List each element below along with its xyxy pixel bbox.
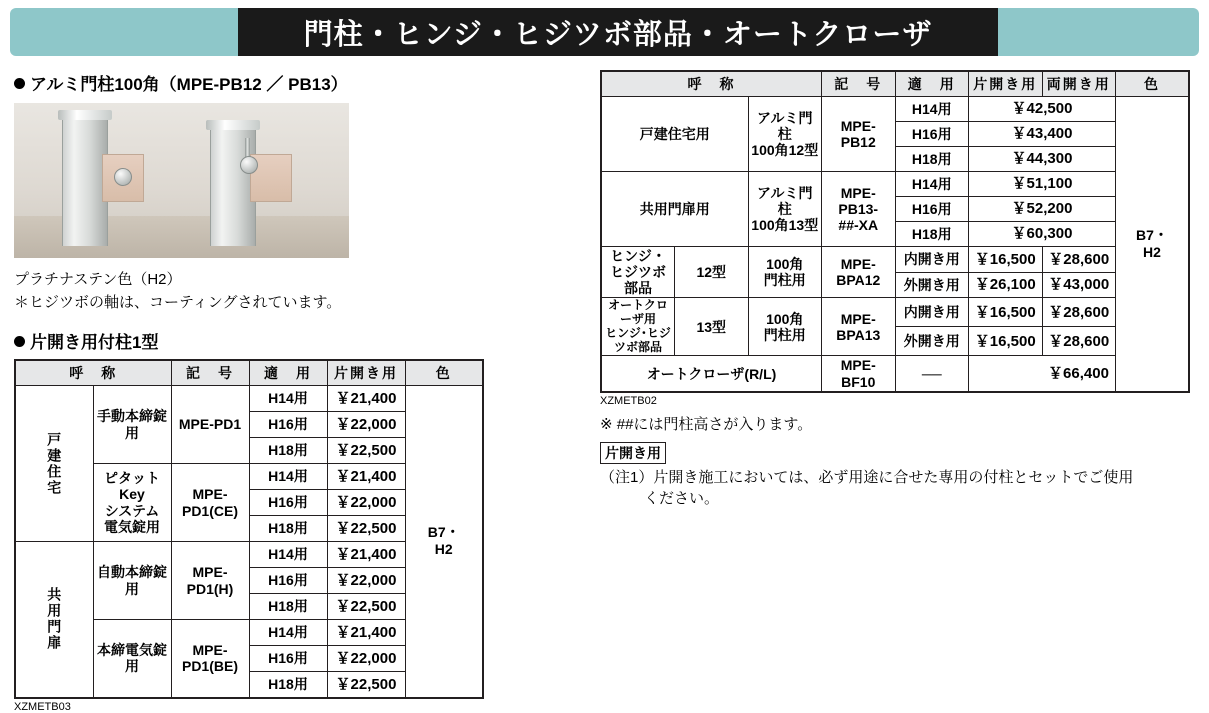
cell-price: ￥21,400 — [327, 386, 405, 412]
cell-code-mpe-pb12: MPE-PB12 — [822, 97, 896, 172]
cell-apply: H14用 — [895, 97, 969, 122]
model-13-line-1: アルミ門柱 — [757, 184, 813, 217]
cell-code-mpe-bf10: MPE-BF10 — [822, 356, 896, 392]
cell-apply: 内開き用 — [895, 247, 969, 273]
cell-type-12: 12型 — [675, 247, 749, 298]
cell-usage-shared: 共用門扉用 — [601, 172, 748, 247]
cell-price: ￥22,500 — [327, 594, 405, 620]
right-column — [600, 70, 1196, 510]
cell-price-single: ￥43,400 — [969, 122, 1116, 147]
th-price-single: 片開き用 — [327, 360, 405, 386]
color-line-1: B7・ — [1136, 227, 1168, 244]
bullet-icon — [14, 78, 25, 89]
cell-kind-detached — [15, 386, 93, 542]
table-right-code: XZMETB02 — [600, 394, 657, 407]
header-banner-inner — [238, 8, 998, 56]
cell-type-13: 13型 — [675, 298, 749, 356]
table-row — [15, 386, 483, 412]
cell-color — [1116, 97, 1190, 392]
cell-code-mpe-pd1-be: MPE-PD1(BE) — [171, 620, 249, 698]
cell-price: ￥22,000 — [327, 490, 405, 516]
product-photo — [14, 103, 349, 258]
cell-price-single: ￥51,100 — [969, 172, 1116, 197]
kind-label-detached: 戸建住宅 — [46, 431, 63, 496]
table-left-body — [15, 386, 483, 698]
th-code: 記 号 — [171, 360, 249, 386]
cell-code-mpe-pd1: MPE-PD1 — [171, 386, 249, 464]
cell-apply: H16用 — [249, 490, 327, 516]
section-heading-1-label: アルミ門柱100角（MPE-PB12 ／ PB13） — [30, 75, 348, 94]
cell-apply: 外開き用 — [895, 327, 969, 356]
table-row — [601, 298, 1189, 327]
table-right-body — [601, 97, 1189, 392]
cell-name-electric-lock: 本締電気錠用 — [93, 620, 171, 698]
cell-price-double: ￥28,600 — [1042, 327, 1116, 356]
hinge-cap-icon — [240, 156, 258, 174]
cell-price-single: ￥60,300 — [969, 222, 1116, 247]
cell-code-mpe-bpa13: MPE-BPA13 — [822, 298, 896, 356]
kind-label-shared: 共用門扉 — [46, 587, 63, 652]
table-left-head — [15, 360, 483, 386]
cell-price-single: ￥16,500 — [969, 247, 1043, 273]
cell-price: ￥22,500 — [327, 438, 405, 464]
cell-apply: H16用 — [895, 122, 969, 147]
color-line-2: H2 — [1143, 243, 1161, 260]
code-line-1: MPE-PB13- — [838, 184, 879, 217]
name-line-1: ピタットKey — [104, 470, 160, 503]
post-cap-right — [206, 120, 260, 130]
cell-apply: H18用 — [249, 672, 327, 698]
cell-price: ￥21,400 — [327, 542, 405, 568]
cell-apply: H14用 — [249, 386, 327, 412]
cell-model-12 — [748, 97, 822, 172]
cell-code-mpe-pd1-h: MPE-PD1(H) — [171, 542, 249, 620]
autocloser-line-2: ヒンジ･ヒジツボ部品 — [605, 325, 671, 354]
cell-price-double: ￥43,000 — [1042, 272, 1116, 298]
cell-apply: H14用 — [249, 464, 327, 490]
cell-name-autocloser: オートクローザ(R/L) — [601, 356, 822, 392]
table-row — [601, 172, 1189, 197]
header-banner — [10, 8, 1199, 56]
cell-kind-shared-gate — [15, 542, 93, 698]
th-price-single: 片開き用 — [969, 71, 1043, 97]
cell-apply: H16用 — [249, 646, 327, 672]
left-column — [14, 70, 574, 713]
photo-note: ＊ヒジツボの軸は、コーティングされています。 — [14, 294, 342, 311]
table-row — [601, 97, 1189, 122]
cell-part-autocloser-hinge — [601, 298, 675, 356]
table-right-head — [601, 71, 1189, 97]
color-line-2: H2 — [434, 541, 453, 558]
cell-apply: H18用 — [249, 594, 327, 620]
th-name: 呼 称 — [601, 71, 822, 97]
th-name: 呼 称 — [15, 360, 171, 386]
model-12-line-2: 100角12型 — [751, 142, 819, 159]
hinge-line-2: ヒジツボ部品 — [610, 264, 666, 297]
cell-code-mpe-bpa12: MPE-BPA12 — [822, 247, 896, 298]
bullet-icon-2 — [14, 336, 25, 347]
table-row — [601, 247, 1189, 273]
note-caution-head: （注1）片開き施工においては、必ず用途に合せた専用の付柱とセットでご使用 — [600, 468, 1134, 486]
cell-apply: H18用 — [249, 516, 327, 542]
for-post13-line-2: 門柱用 — [763, 326, 806, 343]
table-row — [601, 356, 1189, 392]
cell-code-mpe-pd1-ce: MPE-PD1(CE) — [171, 464, 249, 542]
cell-color — [405, 386, 483, 698]
for-post13-line-1: 100角 — [766, 310, 804, 327]
cell-apply: 内開き用 — [895, 298, 969, 327]
name-line-3: 電気錠用 — [104, 518, 160, 535]
for-post-line-1: 100角 — [766, 256, 804, 273]
th-code: 記 号 — [822, 71, 896, 97]
cell-for-post-12 — [748, 247, 822, 298]
cell-apply: H18用 — [895, 222, 969, 247]
cell-price-single: ￥16,500 — [969, 298, 1043, 327]
th-color: 色 — [1116, 71, 1190, 97]
cell-price: ￥22,000 — [327, 412, 405, 438]
cell-apply: H16用 — [249, 412, 327, 438]
cell-apply: H14用 — [249, 620, 327, 646]
lock-knob-icon — [114, 168, 132, 186]
cell-model-13 — [748, 172, 822, 247]
cell-price-single: ￥42,500 — [969, 97, 1116, 122]
note-caution-tail: ください。 — [644, 490, 720, 508]
th-apply: 適 用 — [895, 71, 969, 97]
cell-usage-detached: 戸建住宅用 — [601, 97, 748, 172]
hinge-line-1: ヒンジ・ — [610, 248, 666, 264]
note-caution — [600, 467, 1196, 511]
cell-part-hinge — [601, 247, 675, 298]
cell-price: ￥22,000 — [327, 646, 405, 672]
cell-apply: H18用 — [895, 147, 969, 172]
cell-price-single: ￥26,100 — [969, 272, 1043, 298]
cell-apply: H16用 — [895, 197, 969, 222]
cell-price-single: ￥16,500 — [969, 327, 1043, 356]
table-single-swing-post — [14, 359, 484, 699]
section-heading-2 — [14, 328, 574, 353]
cell-price: ￥22,500 — [327, 516, 405, 542]
cell-price: ￥22,500 — [327, 672, 405, 698]
table-gate-post-prices — [600, 70, 1190, 393]
color-line-1: B7・ — [427, 524, 460, 541]
cell-apply: H16用 — [249, 568, 327, 594]
th-color: 色 — [405, 360, 483, 386]
cell-apply: 外開き用 — [895, 272, 969, 298]
page-title: 門柱・ヒンジ・ヒジツボ部品・オートクローザ — [303, 18, 933, 51]
model-12-line-1: アルミ門柱 — [757, 109, 813, 142]
name-line-2: システム — [104, 502, 160, 519]
cell-price-double: ￥28,600 — [1042, 247, 1116, 273]
cell-price-single: ￥52,200 — [969, 197, 1116, 222]
th-price-double: 両開き用 — [1042, 71, 1116, 97]
th-apply: 適 用 — [249, 360, 327, 386]
cell-apply: H14用 — [895, 172, 969, 197]
table-right-header-row — [601, 71, 1189, 97]
section-heading-2-label: 片開き用付柱1型 — [30, 333, 159, 352]
model-13-line-2: 100角13型 — [751, 217, 819, 234]
cell-name-auto-lock: 自動本締錠用 — [93, 542, 171, 620]
cell-price: ￥21,400 — [327, 620, 405, 646]
cell-price: ￥22,000 — [327, 568, 405, 594]
post-cap-left — [58, 110, 112, 120]
table-left-header-row — [15, 360, 483, 386]
for-post-line-2: 門柱用 — [763, 272, 806, 289]
cell-name-manual-lock: 手動本締錠用 — [93, 386, 171, 464]
cell-price-single: ￥44,300 — [969, 147, 1116, 172]
cell-price-double: ￥28,600 — [1042, 298, 1116, 327]
section-heading-1 — [14, 70, 574, 95]
tag-single-swing: 片開き用 — [600, 442, 666, 464]
autocloser-line-1: オートクローザ用 — [608, 298, 668, 327]
cell-price-autocloser: ￥66,400 — [969, 356, 1190, 392]
cell-name-pitatto-key — [93, 464, 171, 542]
table-left-code: XZMETB03 — [14, 700, 71, 713]
cell-apply: H18用 — [249, 438, 327, 464]
cell-price: ￥21,400 — [327, 464, 405, 490]
photo-caption: プラチナステン色（H2） — [14, 271, 182, 288]
cell-apply: H14用 — [249, 542, 327, 568]
note-post-height: ※ ##には門柱高さが入ります。 — [600, 415, 813, 433]
cell-code-mpe-pb13 — [822, 172, 896, 247]
code-line-2: ##-XA — [838, 217, 879, 234]
cell-for-post-13 — [748, 298, 822, 356]
cell-apply-dash: ── — [895, 356, 969, 392]
